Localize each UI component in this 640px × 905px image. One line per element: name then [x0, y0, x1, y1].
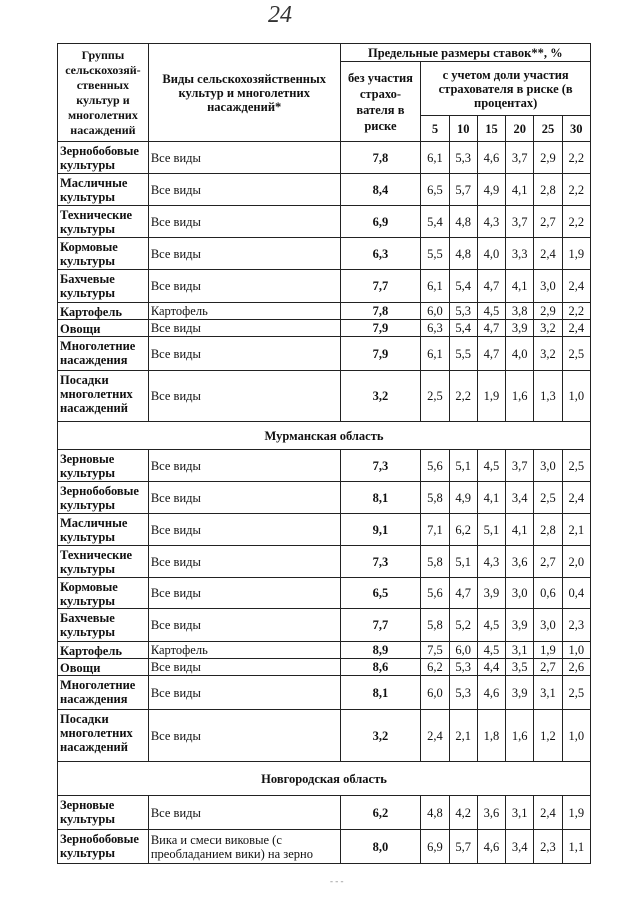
rate-share-5: 5,4	[421, 206, 449, 238]
crop-kind: Все виды	[148, 514, 340, 546]
rate-share-10: 2,2	[449, 371, 477, 422]
crop-group: Зернобобовые культуры	[58, 830, 149, 864]
header-share-20: 20	[506, 116, 534, 142]
rate-share-15: 4,5	[477, 303, 505, 320]
rate-share-5: 2,4	[421, 710, 449, 762]
crop-kind: Картофель	[148, 303, 340, 320]
rate-share-10: 5,2	[449, 609, 477, 642]
rate-share-20: 3,0	[506, 578, 534, 609]
rate-no-share: 8,6	[340, 659, 421, 676]
crop-kind: Вика и смеси виковые (с преобладанием вики) на зерно	[148, 830, 340, 864]
rate-share-25: 1,2	[534, 710, 562, 762]
rate-no-share: 8,9	[340, 642, 421, 659]
rate-share-15: 4,7	[477, 337, 505, 371]
rate-share-30: 1,9	[562, 796, 590, 830]
rate-share-5: 6,2	[421, 659, 449, 676]
rate-share-20: 3,1	[506, 796, 534, 830]
rate-share-15: 4,5	[477, 642, 505, 659]
rate-share-20: 3,6	[506, 546, 534, 578]
rate-share-10: 5,4	[449, 270, 477, 303]
rate-share-30: 0,4	[562, 578, 590, 609]
table-row	[58, 371, 591, 422]
rate-share-20: 3,7	[506, 206, 534, 238]
rate-share-15: 4,1	[477, 482, 505, 514]
crop-kind: Все виды	[148, 174, 340, 206]
crop-kind: Все виды	[148, 320, 340, 337]
table-row	[58, 609, 591, 642]
table-row	[58, 710, 591, 762]
rate-share-5: 6,1	[421, 337, 449, 371]
rate-share-10: 5,3	[449, 303, 477, 320]
rate-share-25: 3,0	[534, 450, 562, 482]
rate-share-5: 2,5	[421, 371, 449, 422]
crop-group: Технические культуры	[58, 206, 149, 238]
rate-no-share: 6,3	[340, 238, 421, 270]
crop-kind: Картофель	[148, 642, 340, 659]
rate-share-5: 5,5	[421, 238, 449, 270]
rate-share-25: 2,4	[534, 238, 562, 270]
rate-no-share: 6,5	[340, 578, 421, 609]
rate-share-10: 5,3	[449, 142, 477, 174]
rate-share-25: 2,7	[534, 659, 562, 676]
rate-share-15: 4,0	[477, 238, 505, 270]
crop-group: Зерновые культуры	[58, 450, 149, 482]
crop-group: Зернобобовые культуры	[58, 482, 149, 514]
rate-share-5: 7,5	[421, 642, 449, 659]
rate-share-10: 4,8	[449, 238, 477, 270]
rate-share-30: 1,1	[562, 830, 590, 864]
rate-no-share: 8,1	[340, 676, 421, 710]
crop-group: Масличные культуры	[58, 514, 149, 546]
crop-group: Бахчевые культуры	[58, 270, 149, 303]
rate-share-5: 7,1	[421, 514, 449, 546]
rate-share-25: 2,8	[534, 514, 562, 546]
rate-share-5: 5,8	[421, 482, 449, 514]
rate-share-5: 5,6	[421, 578, 449, 609]
table-row	[58, 482, 591, 514]
rate-no-share: 7,3	[340, 450, 421, 482]
rate-no-share: 9,1	[340, 514, 421, 546]
rate-share-10: 5,7	[449, 174, 477, 206]
rate-share-5: 6,9	[421, 830, 449, 864]
crop-kind: Все виды	[148, 578, 340, 609]
crop-group: Картофель	[58, 642, 149, 659]
rate-no-share: 6,2	[340, 796, 421, 830]
rate-share-15: 4,9	[477, 174, 505, 206]
rate-share-15: 4,6	[477, 830, 505, 864]
crop-group: Посадки многолетних насаждений	[58, 371, 149, 422]
table-row	[58, 659, 591, 676]
rate-share-15: 5,1	[477, 514, 505, 546]
rate-share-10: 6,0	[449, 642, 477, 659]
rate-share-20: 3,9	[506, 609, 534, 642]
rate-share-25: 2,9	[534, 303, 562, 320]
rate-share-20: 3,9	[506, 320, 534, 337]
rate-share-25: 0,6	[534, 578, 562, 609]
rate-share-20: 3,1	[506, 642, 534, 659]
rate-share-20: 4,1	[506, 514, 534, 546]
rate-share-25: 3,0	[534, 609, 562, 642]
table-header	[58, 44, 591, 142]
rate-share-25: 2,8	[534, 174, 562, 206]
rate-share-15: 4,6	[477, 676, 505, 710]
rate-share-30: 2,2	[562, 206, 590, 238]
rate-share-15: 4,4	[477, 659, 505, 676]
table-row	[58, 796, 591, 830]
table-row	[58, 142, 591, 174]
rate-share-20: 3,4	[506, 482, 534, 514]
rate-share-10: 4,8	[449, 206, 477, 238]
rate-share-10: 5,4	[449, 320, 477, 337]
rate-share-30: 2,2	[562, 174, 590, 206]
table-row	[58, 642, 591, 659]
rate-share-30: 2,4	[562, 320, 590, 337]
rate-share-20: 3,3	[506, 238, 534, 270]
rate-share-30: 2,4	[562, 482, 590, 514]
crop-kind: Все виды	[148, 546, 340, 578]
region-row	[58, 762, 591, 796]
rate-share-10: 5,5	[449, 337, 477, 371]
rate-share-25: 2,5	[534, 482, 562, 514]
table-row	[58, 270, 591, 303]
rate-share-25: 3,2	[534, 337, 562, 371]
rate-share-5: 5,8	[421, 609, 449, 642]
rate-share-30: 1,9	[562, 238, 590, 270]
rate-share-15: 4,5	[477, 450, 505, 482]
rate-no-share: 3,2	[340, 371, 421, 422]
crop-group: Кормовые культуры	[58, 238, 149, 270]
rate-share-20: 4,0	[506, 337, 534, 371]
rate-share-25: 2,7	[534, 546, 562, 578]
rate-share-30: 2,5	[562, 676, 590, 710]
rate-share-15: 4,3	[477, 546, 505, 578]
crop-group: Картофель	[58, 303, 149, 320]
crop-kind: Все виды	[148, 142, 340, 174]
table-row	[58, 546, 591, 578]
crop-group: Многолетние насаждения	[58, 337, 149, 371]
crop-kind: Все виды	[148, 450, 340, 482]
crop-group: Овощи	[58, 659, 149, 676]
crop-kind: Все виды	[148, 796, 340, 830]
rate-no-share: 8,0	[340, 830, 421, 864]
rate-share-30: 2,1	[562, 514, 590, 546]
rate-share-10: 5,3	[449, 659, 477, 676]
rate-share-10: 4,2	[449, 796, 477, 830]
rate-share-5: 6,0	[421, 303, 449, 320]
header-share-30: 30	[562, 116, 590, 142]
rate-share-5: 6,1	[421, 142, 449, 174]
rate-share-15: 1,9	[477, 371, 505, 422]
rate-no-share: 7,8	[340, 303, 421, 320]
rate-no-share: 7,3	[340, 546, 421, 578]
rate-share-10: 5,1	[449, 450, 477, 482]
rate-no-share: 7,9	[340, 337, 421, 371]
header-kind-col: Виды сельскохозяйственных культур и многолетних насаждений*	[148, 44, 340, 142]
crop-kind: Все виды	[148, 270, 340, 303]
rate-share-10: 4,7	[449, 578, 477, 609]
header-share-5: 5	[421, 116, 449, 142]
crop-group: Бахчевые культуры	[58, 609, 149, 642]
crop-group: Кормовые культуры	[58, 578, 149, 609]
rate-share-20: 4,1	[506, 174, 534, 206]
rate-share-30: 1,0	[562, 710, 590, 762]
table-row	[58, 303, 591, 320]
rate-share-30: 2,2	[562, 142, 590, 174]
crop-kind: Все виды	[148, 371, 340, 422]
rate-no-share: 8,4	[340, 174, 421, 206]
region-title: Мурманская область	[58, 422, 591, 450]
rate-no-share: 7,7	[340, 270, 421, 303]
rate-share-10: 5,1	[449, 546, 477, 578]
rate-share-25: 2,9	[534, 142, 562, 174]
table-body	[58, 142, 591, 864]
header-group-col: Группы сельскохозяй-ственных культур и многолетних насаждений	[58, 44, 149, 142]
rate-share-5: 5,6	[421, 450, 449, 482]
rate-share-25: 3,0	[534, 270, 562, 303]
rate-share-25: 2,3	[534, 830, 562, 864]
table-row	[58, 206, 591, 238]
rate-share-30: 1,0	[562, 371, 590, 422]
rate-share-20: 3,8	[506, 303, 534, 320]
crop-kind: Все виды	[148, 676, 340, 710]
rate-share-15: 4,6	[477, 142, 505, 174]
rate-share-10: 2,1	[449, 710, 477, 762]
header-limit-col: Предельные размеры ставок**, %	[340, 44, 590, 62]
rate-share-25: 3,2	[534, 320, 562, 337]
table-row	[58, 830, 591, 864]
rate-share-25: 1,3	[534, 371, 562, 422]
rate-share-20: 3,5	[506, 659, 534, 676]
rate-share-30: 2,3	[562, 609, 590, 642]
rate-share-10: 5,7	[449, 830, 477, 864]
crop-group: Посадки многолетних насаждений	[58, 710, 149, 762]
rate-share-10: 4,9	[449, 482, 477, 514]
rate-share-5: 6,1	[421, 270, 449, 303]
table-row	[58, 174, 591, 206]
rate-share-5: 6,3	[421, 320, 449, 337]
rate-no-share: 8,1	[340, 482, 421, 514]
table-row	[58, 578, 591, 609]
crop-kind: Все виды	[148, 337, 340, 371]
crop-kind: Все виды	[148, 238, 340, 270]
crop-kind: Все виды	[148, 659, 340, 676]
crop-group: Многолетние насаждения	[58, 676, 149, 710]
crop-group: Зерновые культуры	[58, 796, 149, 830]
footer-mark: - - -	[330, 876, 344, 886]
crop-group: Технические культуры	[58, 546, 149, 578]
rate-share-30: 1,0	[562, 642, 590, 659]
rate-share-15: 3,9	[477, 578, 505, 609]
rate-no-share: 3,2	[340, 710, 421, 762]
header-share-10: 10	[449, 116, 477, 142]
rate-share-20: 3,7	[506, 142, 534, 174]
rate-share-25: 1,9	[534, 642, 562, 659]
crop-kind: Все виды	[148, 710, 340, 762]
rate-share-30: 2,5	[562, 450, 590, 482]
crop-kind: Все виды	[148, 206, 340, 238]
crop-kind: Все виды	[148, 482, 340, 514]
rate-share-25: 2,7	[534, 206, 562, 238]
table-row	[58, 238, 591, 270]
rate-no-share: 7,9	[340, 320, 421, 337]
region-title: Новгородская область	[58, 762, 591, 796]
page-number: 24	[268, 2, 292, 28]
insurance-rates-table	[57, 43, 591, 864]
crop-group: Овощи	[58, 320, 149, 337]
crop-group: Зернобобовые культуры	[58, 142, 149, 174]
header-no-share-col: без участия страхо-вателя в риске	[340, 62, 421, 142]
rate-share-25: 2,4	[534, 796, 562, 830]
region-row	[58, 422, 591, 450]
table-row	[58, 320, 591, 337]
rate-share-20: 3,4	[506, 830, 534, 864]
rate-share-5: 6,0	[421, 676, 449, 710]
crop-kind: Все виды	[148, 609, 340, 642]
table-row	[58, 514, 591, 546]
header-share-25: 25	[534, 116, 562, 142]
rate-share-30: 2,6	[562, 659, 590, 676]
rate-share-15: 4,7	[477, 270, 505, 303]
rate-no-share: 6,9	[340, 206, 421, 238]
rate-share-20: 1,6	[506, 371, 534, 422]
rate-share-10: 6,2	[449, 514, 477, 546]
rate-share-30: 2,4	[562, 270, 590, 303]
rate-share-5: 5,8	[421, 546, 449, 578]
rate-share-30: 2,0	[562, 546, 590, 578]
rate-share-5: 4,8	[421, 796, 449, 830]
table-row	[58, 337, 591, 371]
rate-share-20: 3,9	[506, 676, 534, 710]
rate-share-15: 4,3	[477, 206, 505, 238]
rate-share-30: 2,5	[562, 337, 590, 371]
rate-share-25: 3,1	[534, 676, 562, 710]
rate-share-15: 1,8	[477, 710, 505, 762]
table-row	[58, 676, 591, 710]
rate-share-15: 4,5	[477, 609, 505, 642]
rate-no-share: 7,7	[340, 609, 421, 642]
rate-share-15: 4,7	[477, 320, 505, 337]
header-share-15: 15	[477, 116, 505, 142]
rate-share-15: 3,6	[477, 796, 505, 830]
crop-group: Масличные культуры	[58, 174, 149, 206]
rate-no-share: 7,8	[340, 142, 421, 174]
rate-share-20: 1,6	[506, 710, 534, 762]
rate-share-30: 2,2	[562, 303, 590, 320]
rate-share-10: 5,3	[449, 676, 477, 710]
header-share-col: с учетом доли участия страхователя в риске (в процентах)	[421, 62, 591, 116]
rate-share-20: 3,7	[506, 450, 534, 482]
rate-share-5: 6,5	[421, 174, 449, 206]
rate-share-20: 4,1	[506, 270, 534, 303]
table-row	[58, 450, 591, 482]
